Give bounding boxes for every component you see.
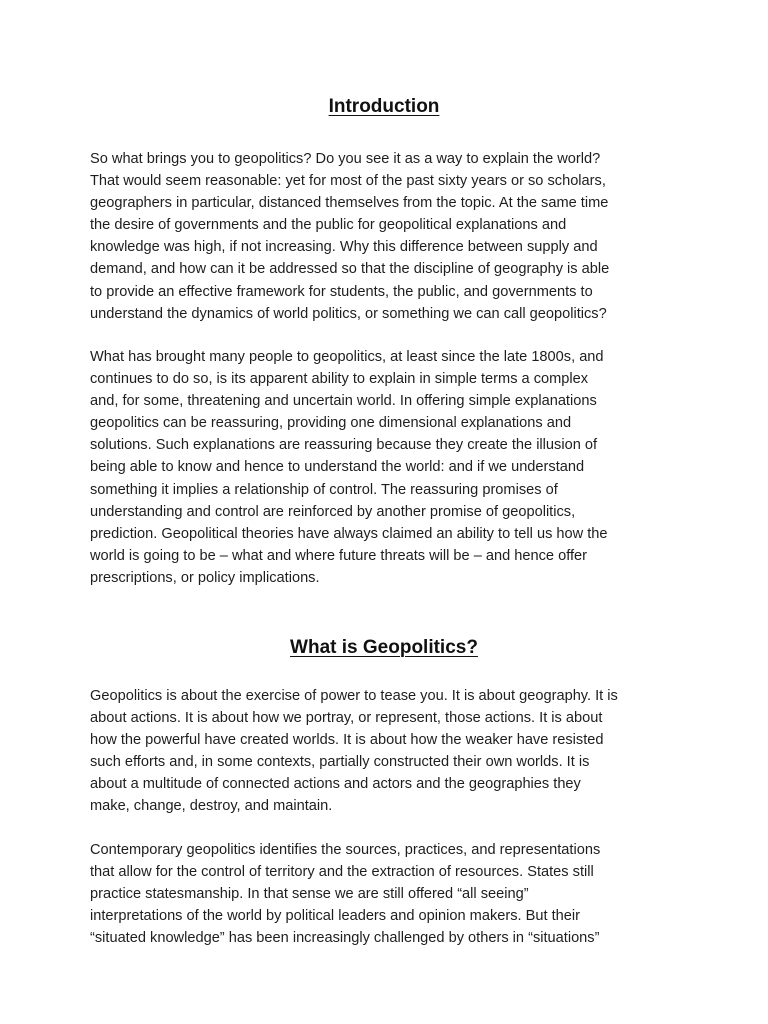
paragraph-geopolitics-2 bbox=[90, 839, 690, 949]
text-line: world is going to be – what and where future threats will be – and hence offer bbox=[90, 547, 588, 564]
paragraph-intro-1 bbox=[90, 148, 690, 325]
text-line: prediction. Geopolitical theories have always claimed an ability to tell us how the bbox=[90, 525, 608, 542]
text-line: prescriptions, or policy implications. bbox=[90, 569, 320, 586]
text-line: solutions. Such explanations are reassuring because they create the illusion of bbox=[90, 437, 598, 454]
text-line: such efforts and, in some contexts, partially constructed their own worlds. It is bbox=[90, 754, 590, 771]
text-line: about a multitude of connected actions and actors and the geographies they bbox=[90, 776, 581, 793]
text-line: understanding and control are reinforced by another promise of geopolitics, bbox=[90, 503, 576, 520]
text-line: geographers in particular, distanced themselves from the topic. At the same time bbox=[90, 195, 609, 212]
text-line: Contemporary geopolitics identifies the sources, practices, and representations bbox=[90, 842, 601, 858]
text-line: to provide an effective framework for students, the public, and governments to bbox=[90, 283, 593, 300]
text-line: So what brings you to geopolitics? Do you see it as a way to explain the world? bbox=[90, 151, 601, 167]
text-line: and, for some, threatening and uncertain world. In offering simple explanations bbox=[90, 393, 597, 410]
text-line: that allow for the control of territory and the extraction of resources. States still bbox=[90, 864, 594, 881]
text-line: the desire of governments and the public for geopolitical explanations and bbox=[90, 217, 567, 234]
text-line: practice statesmanship. In that sense we are still offered “all seeing” bbox=[90, 886, 529, 903]
text-line: What has brought many people to geopolitics, at least since the late 1800s, and bbox=[90, 349, 604, 365]
text-line: geopolitics can be reassuring, providing one dimensional explanations and bbox=[90, 415, 572, 432]
paragraph-intro-2 bbox=[90, 346, 690, 589]
paragraph-geopolitics-1 bbox=[90, 685, 690, 818]
text-line: “situated knowledge” has been increasingly challenged by others in “situations” bbox=[90, 930, 600, 947]
text-line: how the powerful have created worlds. It is about how the weaker have resisted bbox=[90, 732, 604, 749]
text-line: understand the dynamics of world politics, or something we can call geopolitics? bbox=[90, 305, 607, 322]
text-line: That would seem reasonable: yet for most of the past sixty years or so scholars, bbox=[90, 173, 606, 190]
text-line: make, change, destroy, and maintain. bbox=[90, 798, 333, 815]
text-line: Geopolitics is about the exercise of power to tease you. It is about geography. It is bbox=[90, 688, 618, 704]
section-heading-introduction: Introduction bbox=[328, 96, 440, 117]
text-line: demand, and how can it be addressed so that the discipline of geography is able bbox=[90, 261, 610, 278]
text-line: being able to know and hence to understand the world: and if we understand bbox=[90, 459, 585, 476]
text-line: about actions. It is about how we portray, or represent, those actions. It is about bbox=[90, 710, 603, 727]
section-heading-what-is-geopolitics: What is Geopolitics? bbox=[290, 637, 478, 658]
text-line: interpretations of the world by political leaders and opinion makers. But their bbox=[90, 908, 580, 925]
text-line: continues to do so, is its apparent ability to explain in simple terms a complex bbox=[90, 371, 589, 388]
text-line: knowledge was high, if not increasing. Why this difference between supply and bbox=[90, 239, 598, 256]
text-line: something it implies a relationship of control. The reassuring promises of bbox=[90, 481, 558, 498]
